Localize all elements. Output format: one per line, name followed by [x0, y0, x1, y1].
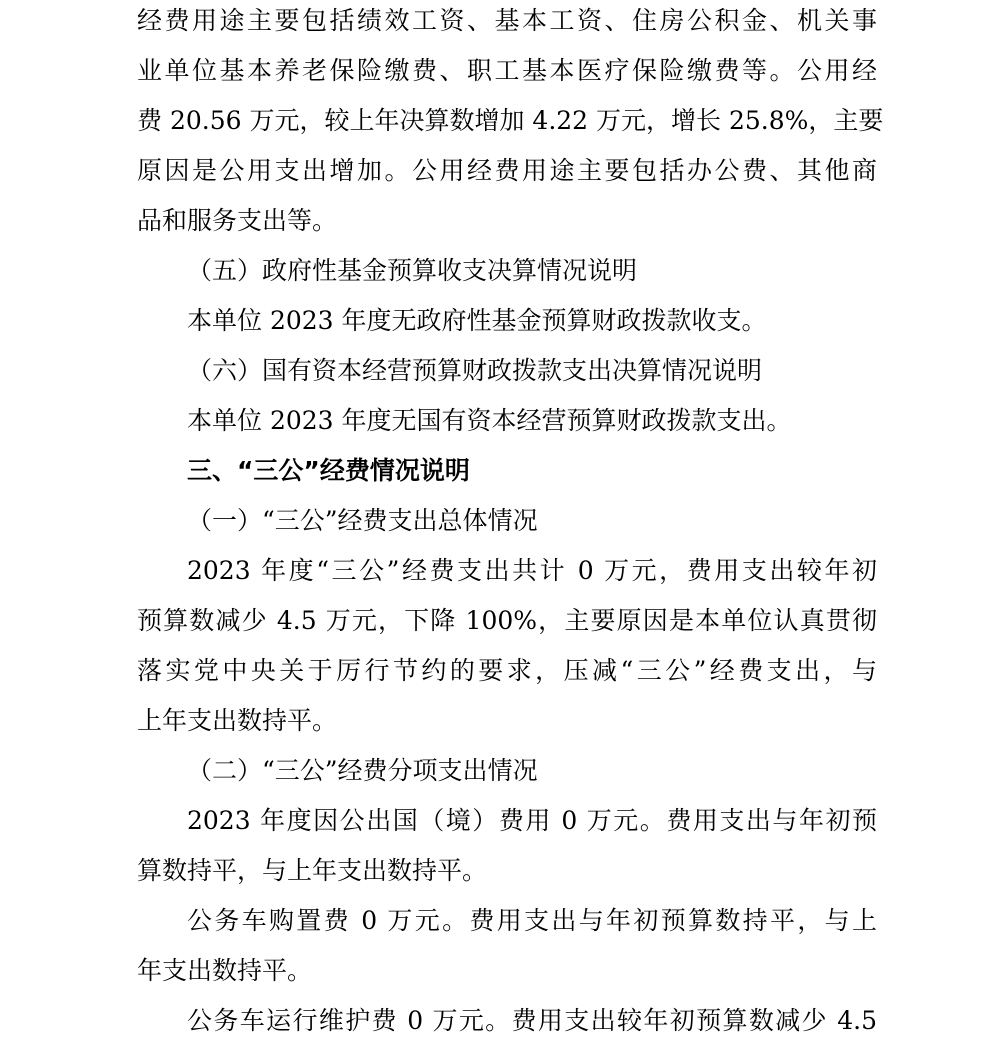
section-heading: （一）“三公”经费支出总体情况: [187, 506, 538, 535]
paragraph-line: 年支出数持平。: [137, 956, 313, 985]
section-heading: （五）政府性基金预算收支决算情况说明: [187, 256, 638, 285]
paragraph-line: 预算数减少 4.5 万元，下降 100%，主要原因是本单位认真贯彻: [137, 606, 877, 635]
paragraph-line: 2023 年度“三公”经费支出共计 0 万元，费用支出较年初: [187, 556, 877, 585]
section-heading: （六）国有资本经营预算财政拨款支出决算情况说明: [187, 356, 763, 385]
section-heading: （二）“三公”经费分项支出情况: [187, 756, 538, 785]
paragraph-line: 品和服务支出等。: [137, 206, 338, 235]
paragraph-line: 费 20.56 万元，较上年决算数增加 4.22 万元，增长 25.8%，主要: [137, 106, 884, 135]
paragraph-line: 2023 年度因公出国（境）费用 0 万元。费用支出与年初预: [187, 806, 877, 835]
paragraph-line: 本单位 2023 年度无国有资本经营预算财政拨款支出。: [187, 406, 792, 435]
paragraph-line: 经费用途主要包括绩效工资、基本工资、住房公积金、机关事: [137, 6, 877, 35]
paragraph-line: 算数持平，与上年支出数持平。: [137, 856, 488, 885]
chapter-heading: 三、“三公”经费情况说明: [187, 456, 470, 485]
paragraph-line: 公务车购置费 0 万元。费用支出与年初预算数持平，与上: [187, 906, 877, 935]
paragraph-line: 业单位基本养老保险缴费、职工基本医疗保险缴费等。公用经: [137, 56, 877, 85]
paragraph-line: 落实党中央关于厉行节约的要求，压减“三公”经费支出，与: [137, 656, 877, 685]
paragraph-line: 原因是公用支出增加。公用经费用途主要包括办公费、其他商: [137, 156, 877, 185]
paragraph-line: 本单位 2023 年度无政府性基金预算财政拨款收支。: [187, 306, 767, 335]
paragraph-line: 上年支出数持平。: [137, 706, 338, 735]
paragraph-line: 公务车运行维护费 0 万元。费用支出较年初预算数减少 4.5: [187, 1006, 877, 1035]
